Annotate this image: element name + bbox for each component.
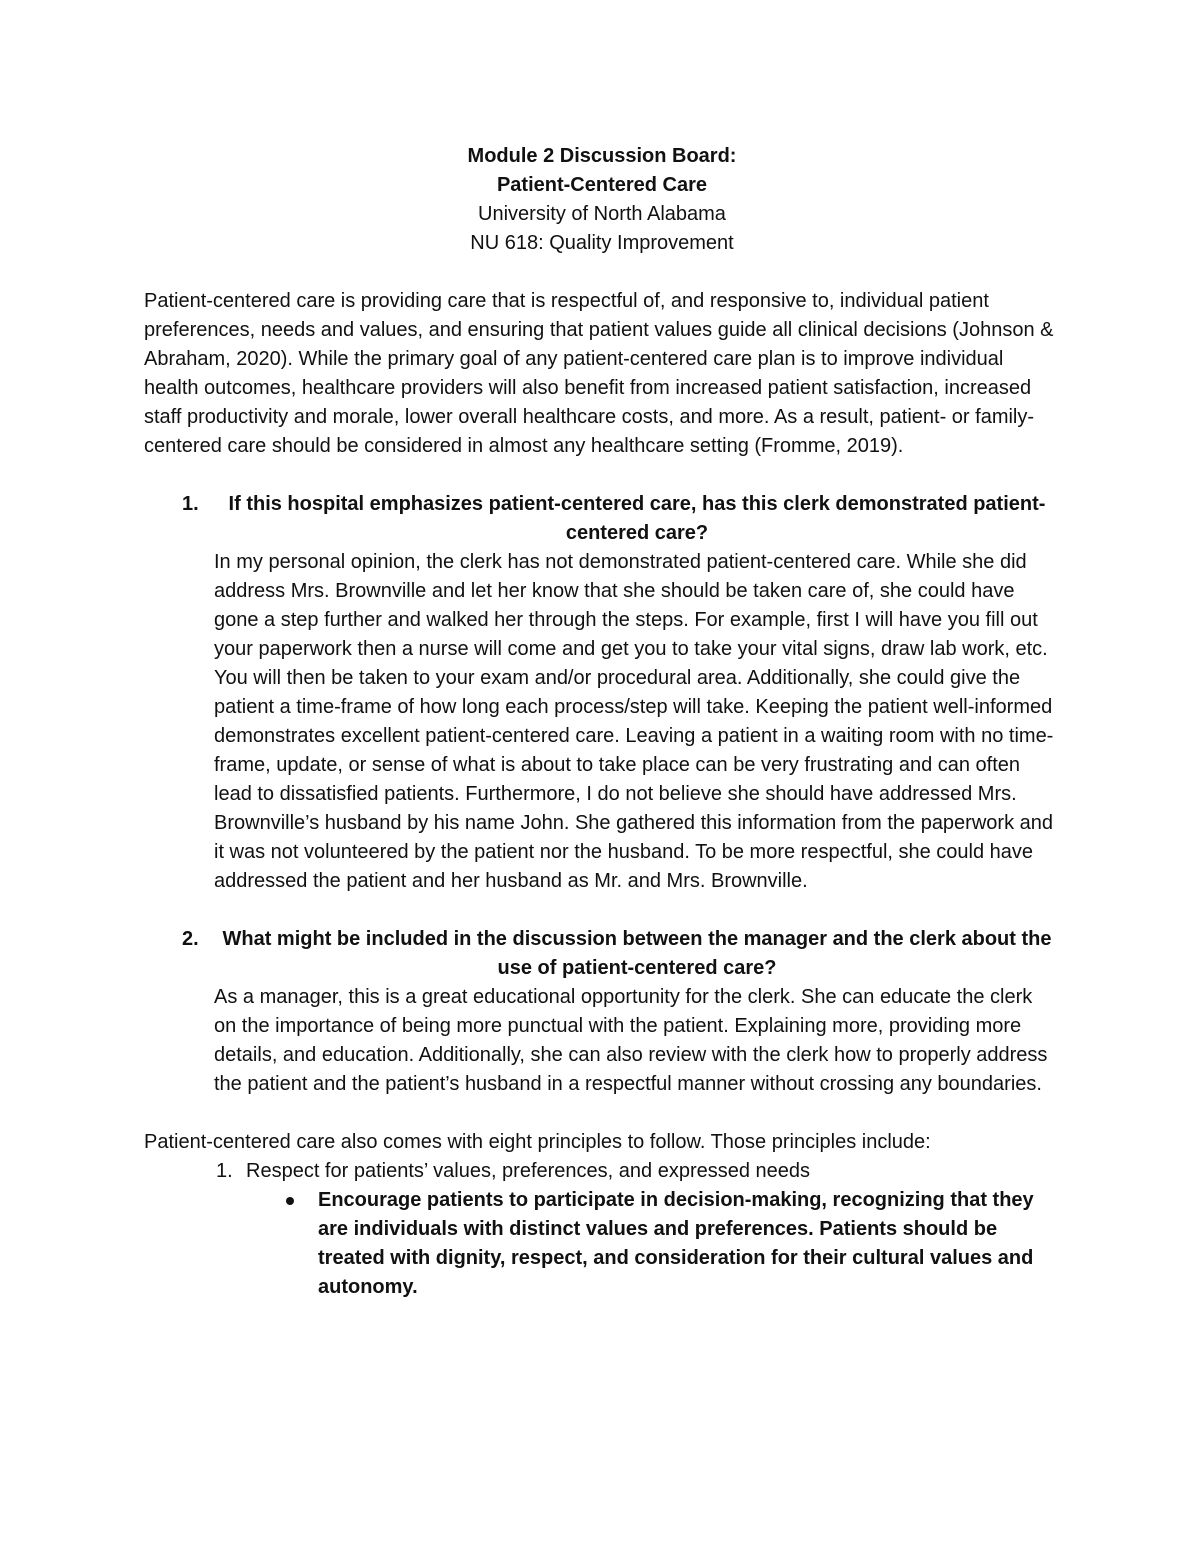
question-heading: [144, 925, 1060, 983]
principle-label: Respect for patients’ values, preferences, and expressed needs: [246, 1160, 811, 1182]
question-item-2: [144, 925, 1060, 1099]
title-block: [144, 142, 1060, 258]
principle-bullet-list: [144, 1186, 1060, 1302]
answer-paragraph: In my personal opinion, the clerk has not demonstrated patient-centered care. While she did address Mrs. Brownville and let her know that she should be taken care of, she could have gone a step further and walked her through the steps. For example, first I will have you fill out your paperwork then a nurse will come and get you to take your vital signs, draw lab work, etc. You will then be taken to your exam and/or procedural area. Additionally, she could give the patient a time-frame of how long each process/step will take. Keeping the patient well-informed demonstrates excellent patient-centered care. Leaving a patient in a waiting room with no time-frame, update, or sense of what is about to take place can be very frustrating and can often lead to dissatisfied patients. Furthermore, I do not believe she should have addressed Mrs. Brownville’s husband by his name John. She gathered this information from the paperwork and it was not volunteered by the patient nor the husband. To be more respectful, she could have addressed the patient and her husband as Mr. and Mrs. Brownville.: [214, 551, 1054, 892]
list-item: [144, 1186, 1060, 1302]
question-text: What might be included in the discussion between the manager and the clerk about the use of patient-centered care?: [222, 928, 1052, 979]
institution-name: University of North Alabama: [478, 203, 726, 225]
course-name: NU 618: Quality Improvement: [470, 232, 734, 254]
question-heading: [144, 490, 1060, 548]
bullet-icon: [286, 1197, 294, 1205]
principle-number: 1.: [216, 1160, 233, 1182]
intro-paragraph: Patient-centered care is providing care that is respectful of, and responsive to, individual patient preferences, needs and values, and ensuring that patient values guide all clinical decisions (Johnson & Abraham, 2020). While the primary goal of any patient-centered care plan is to improve individual health outcomes, healthcare providers will also benefit from increased patient satisfaction, increased staff productivity and morale, lower overall healthcare costs, and more. As a result, patient- or family-centered care should be considered in almost any healthcare setting (Fromme, 2019).: [144, 290, 1054, 457]
question-number: 2.: [182, 928, 199, 950]
question-number: 1.: [182, 493, 199, 515]
answer-paragraph: As a manager, this is a great educational opportunity for the clerk. She can educate the clerk on the importance of being more punctual with the patient. Explaining more, providing more details, and education. Additionally, she can also review with the clerk how to properly address the patient and the patient’s husband in a respectful manner without crossing any boundaries.: [214, 986, 1048, 1095]
document-subtitle: Patient-Centered Care: [496, 174, 708, 196]
question-item-1: [144, 490, 1060, 896]
question-text: If this hospital emphasizes patient-centered care, has this clerk demonstrated patient-centered care?: [228, 493, 1046, 544]
bullet-text: Encourage patients to participate in decision-making, recognizing that they are individuals with distinct values and preferences. Patients should be treated with dignity, respect, and consideration for their cultural values and autonomy.: [318, 1189, 1034, 1298]
principles-intro: Patient-centered care also comes with eight principles to follow. Those principles include:: [144, 1131, 931, 1153]
document-title: Module 2 Discussion Board:: [467, 145, 737, 167]
principle-item-1: [144, 1157, 1060, 1186]
